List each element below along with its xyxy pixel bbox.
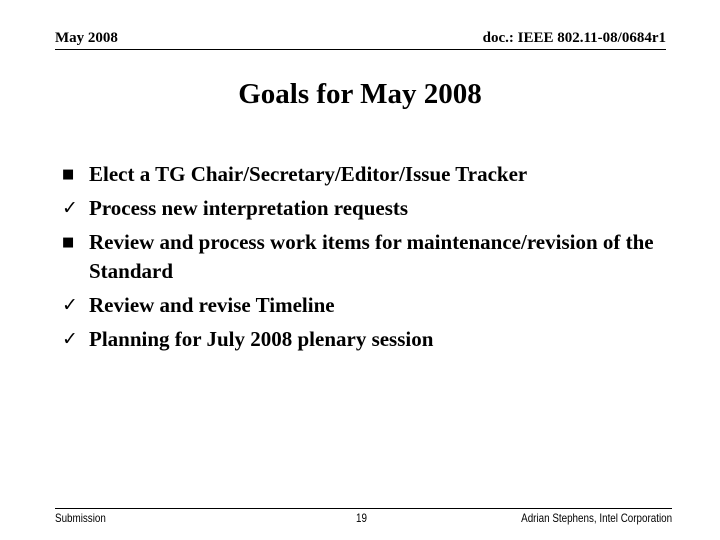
checkmark-bullet-icon: ✓ — [62, 294, 78, 316]
bullet-text: Process new interpretation requests — [89, 196, 409, 220]
footer-author: Adrian Stephens, Intel Corporation — [521, 511, 672, 525]
slide-title: Goals for May 2008 — [238, 78, 482, 110]
page-number: 19 — [356, 511, 367, 525]
bullet-text: Review and process work items for maintenance/revision of the Standard — [89, 230, 654, 283]
bullet-text: Elect a TG Chair/Secretary/Editor/Issue Tracker — [89, 162, 528, 186]
bullet-list — [62, 160, 672, 359]
footer-submission: Submission — [55, 511, 106, 525]
list-item — [62, 325, 672, 354]
list-item — [62, 291, 672, 320]
header-doc-id: doc.: IEEE 802.11-08/0684r1 — [482, 30, 666, 46]
square-bullet-icon: ■ — [62, 235, 75, 250]
square-bullet-icon: ■ — [62, 167, 75, 182]
bullet-text: Planning for July 2008 plenary session — [89, 327, 434, 351]
checkmark-bullet-icon: ✓ — [62, 197, 78, 219]
list-item — [62, 160, 672, 189]
list-item — [62, 228, 672, 286]
header-divider — [55, 49, 666, 50]
list-item — [62, 194, 672, 223]
bullet-text: Review and revise Timeline — [89, 293, 335, 317]
footer-divider — [55, 508, 672, 509]
header-date: May 2008 — [55, 30, 118, 46]
checkmark-bullet-icon: ✓ — [62, 328, 78, 350]
